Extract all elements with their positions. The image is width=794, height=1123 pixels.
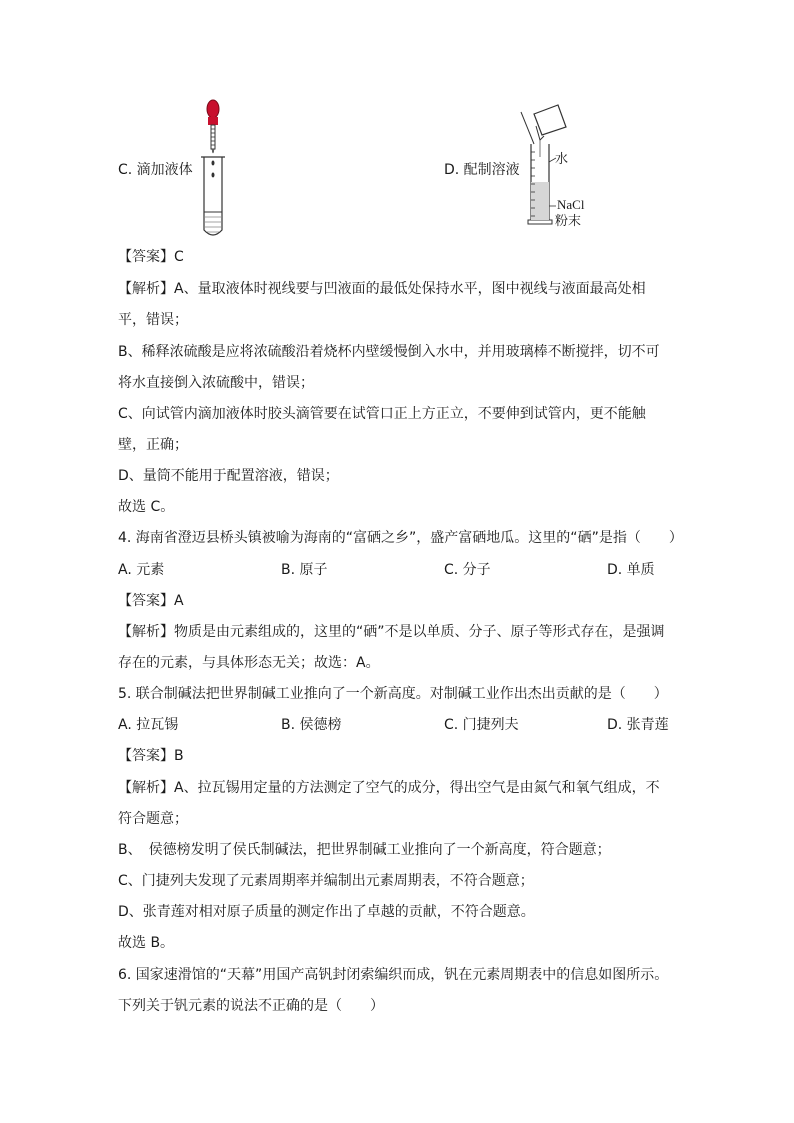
q6-stem-line: 6. 国家速滑馆的“天幕”用国产高钒封闭索编织而成，钒在元素周期表中的信息如图所示。: [118, 967, 669, 983]
q5-option-a: A. 拉瓦锡: [118, 717, 179, 733]
q4-option-c: C. 分子: [444, 562, 491, 578]
q3-answer: 【答案】C: [118, 249, 184, 265]
q4-answer: 【答案】A: [118, 593, 184, 609]
q3-analysis-line: C、向试管内滴加液体时胶头滴管要在试管口正上方正立，不要伸到试管内，更不能触: [118, 406, 646, 422]
q3-analysis-line: 【解析】A、量取液体时视线要与凹液面的最低处保持水平，图中视线与液面最高处相: [118, 281, 646, 297]
q4-analysis-line: 存在的元素，与具体形态无关；故选：A。: [118, 655, 380, 671]
option-c-label: C. 滴加液体: [118, 162, 193, 178]
q3-analysis-line: 故选 C。: [118, 499, 175, 515]
q5-stem: 5. 联合制碱法把世界制碱工业推向了一个新高度。对制碱工业作出杰出贡献的是（ ）: [118, 686, 668, 702]
q5-analysis-line: 【解析】A、拉瓦锡用定量的方法测定了空气的成分，得出空气是由氮气和氧气组成，不: [118, 780, 660, 796]
q4-option-d: D. 单质: [607, 562, 655, 578]
q4-option-a: A. 元素: [118, 562, 165, 578]
option-d-label: D. 配制溶液: [444, 162, 520, 178]
q4-analysis-line: 【解析】物质是由元素组成的，这里的“硒”不是以单质、分子、原子等形式存在，是强调: [118, 624, 665, 640]
q3-analysis-line: 平，错误；: [118, 312, 188, 328]
dropper-test-tube-figure: [193, 97, 233, 242]
q4-stem: 4. 海南省澄迈县桥头镇被喻为海南的“富硒之乡”，盛产富硒地瓜。这里的“硒”是指（ ）: [118, 530, 683, 546]
q5-analysis-line: B、 侯德榜发明了侯氏制碱法，把世界制碱工业推向了一个新高度，符合题意；: [118, 842, 611, 858]
fig-d-water-label: 水: [555, 152, 569, 167]
q5-analysis-line: 符合题意；: [118, 811, 188, 827]
q4-option-b: B. 原子: [281, 562, 328, 578]
q5-analysis-line: C、门捷列夫发现了元素周期率并编制出元素周期表，不符合题意；: [118, 873, 534, 889]
q3-analysis-line: B、稀释浓硫酸是应将浓硫酸沿着烧杯内壁缓慢倒入水中，并用玻璃棒不断搅拌，切不可: [118, 344, 660, 360]
q3-analysis-line: 壁，正确；: [118, 437, 188, 453]
q3-analysis-line: 将水直接倒入浓硫酸中，错误；: [118, 375, 314, 391]
fig-d-powder-label: 粉末: [555, 214, 582, 229]
q5-answer: 【答案】B: [118, 748, 184, 764]
q5-option-c: C. 门捷列夫: [444, 717, 519, 733]
q5-option-b: B. 侯德榜: [281, 717, 342, 733]
q5-option-d: D. 张青莲: [607, 717, 669, 733]
q5-analysis-line: D、张青莲对相对原子质量的测定作出了卓越的贡献，不符合题意。: [118, 904, 535, 920]
fig-d-nacl-label: NaCl: [557, 197, 585, 212]
q6-stem-line: 下列关于钒元素的说法不正确的是（ ）: [118, 998, 384, 1014]
q3-analysis-line: D、量筒不能用于配置溶液，错误；: [118, 468, 339, 484]
q5-analysis-line: 故选 B。: [118, 935, 175, 951]
